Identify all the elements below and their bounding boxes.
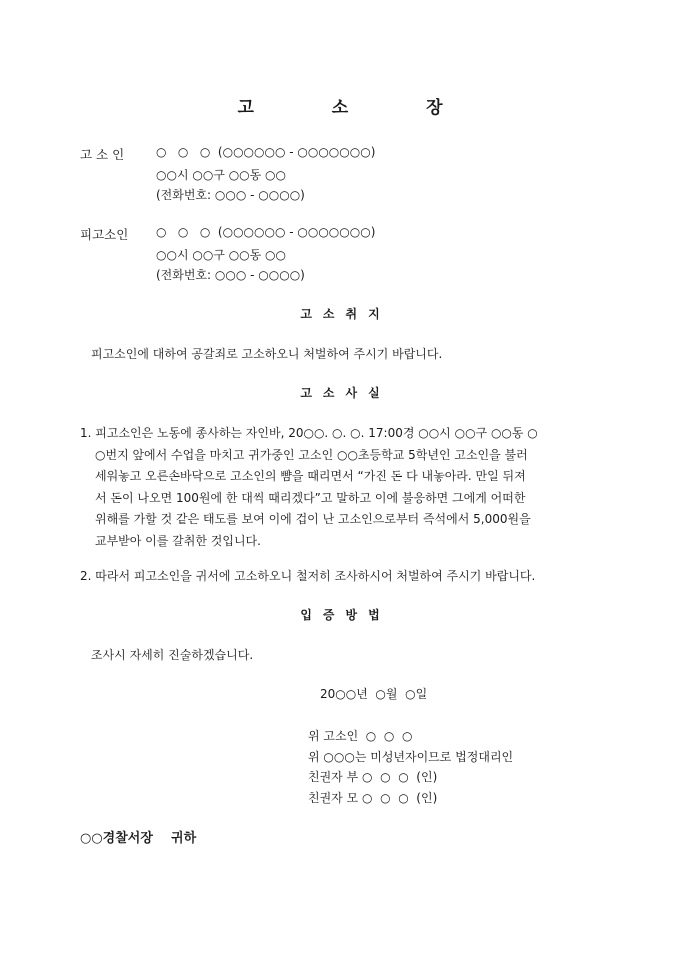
signature-mother: 친권자 모 ○ ○ ○ (인) — [308, 791, 438, 805]
defendant-phone: (전화번호: ○○○ - ○○○○) — [156, 268, 305, 282]
facts-item-1-line: 서 돈이 나오면 100원에 한 대씩 때리겠다”고 말하고 이에 불응하면 그에게 어떠한 — [95, 490, 526, 505]
purpose-heading: 고소취지 — [300, 307, 391, 321]
document-date: 20○○년 ○월 ○일 — [320, 687, 428, 701]
document-title: 고 소 장 — [237, 98, 479, 118]
complainant-phone: (전화번호: ○○○ - ○○○○) — [156, 188, 305, 202]
signature-guardian-note: 위 ○○○는 미성년자이므로 법정대리인 — [308, 750, 514, 764]
evidence-heading: 입증방법 — [300, 608, 391, 622]
complainant-label: 고 소 인 — [80, 147, 125, 162]
defendant-name-id: ○ ○ ○ (○○○○○○ - ○○○○○○○) — [156, 225, 376, 239]
facts-item-1-line: 1. 피고소인은 노동에 종사하는 자인바, 20○○. ○. ○. 17:00경 ○○시 ○○구 ○○동 ○ — [80, 426, 538, 440]
signature-complainant: 위 고소인 ○ ○ ○ — [308, 729, 413, 743]
facts-item-1 — [80, 423, 602, 552]
facts-item-1-line: 위해를 가할 것 같은 태도를 보여 이에 겁이 난 고소인으로부터 즉석에서 5,000원을 — [95, 512, 531, 526]
facts-item-1-line: 교부받아 이를 갈취한 것입니다. — [95, 533, 261, 548]
recipient-footer: ○○경찰서장 귀하 — [80, 831, 197, 846]
evidence-text: 조사시 자세히 진술하겠습니다. — [91, 648, 254, 662]
signature-father: 친권자 부 ○ ○ ○ (인) — [308, 770, 438, 784]
defendant-address: ○○시 ○○구 ○○동 ○○ — [156, 248, 286, 262]
defendant-label: 피고소인 — [80, 227, 129, 242]
purpose-text: 피고소인에 대하여 공갈죄로 고소하오니 처벌하여 주시기 바랍니다. — [91, 347, 443, 361]
facts-item-1-line: ○번지 앞에서 수업을 마치고 귀가중인 고소인 ○○초등학교 5학년인 고소인을 불러 — [95, 447, 528, 462]
complainant-address: ○○시 ○○구 ○○동 ○○ — [156, 168, 286, 182]
facts-item-2: 2. 따라서 피고소인을 귀서에 고소하오니 철저히 조사하시어 처벌하여 주시기 바랍니다. — [80, 569, 536, 583]
facts-heading: 고소사실 — [300, 386, 391, 400]
complainant-name-id: ○ ○ ○ (○○○○○○ - ○○○○○○○) — [156, 145, 376, 159]
facts-item-1-line: 세워놓고 오른손바닥으로 고소인의 뺨을 때리면서 “가진 돈 다 내놓아라. 만일 뒤져 — [95, 469, 526, 483]
